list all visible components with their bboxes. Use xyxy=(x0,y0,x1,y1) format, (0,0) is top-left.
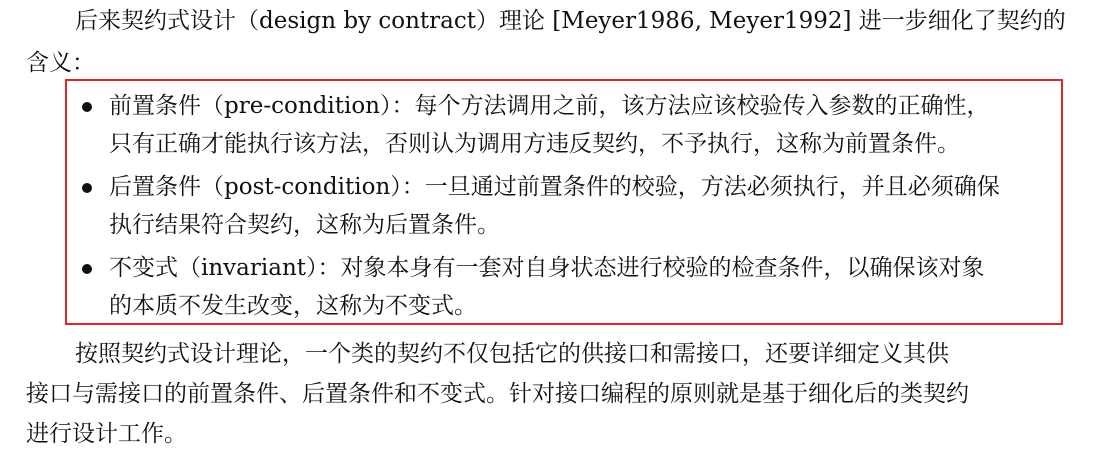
list-item-line-2: 执行结果符合契约，这称为后置条件。 xyxy=(109,212,500,238)
bullet-icon xyxy=(82,102,92,112)
paragraph2-line-1: 按照契约式设计理论，一个类的契约不仅包括它的供接口和需接口，还要详细定义其供 xyxy=(75,341,949,367)
list-item-line-2: 的本质不发生改变，这称为不变式。 xyxy=(109,293,477,319)
intro-line-1: 后来契约式设计（design by contract）理论 [Meyer1986, Meyer1992] 进一步细化了契约的 xyxy=(75,8,1066,34)
list-item-line-1: 后置条件（post-condition）：一旦通过前置条件的校验，方法必须执行，并且必须确保 xyxy=(109,174,1000,200)
intro-line-2: 含义： xyxy=(26,50,95,76)
list-item-line-1: 不变式（invariant）：对象本身有一套对自身状态进行校验的检查条件，以确保该对象 xyxy=(109,255,985,281)
paragraph2-line-2: 接口与需接口的前置条件、后置条件和不变式。针对接口编程的原则就是基于细化后的类契约 xyxy=(26,381,969,407)
highlight-box xyxy=(65,79,1063,325)
paragraph2-line-3: 进行设计工作。 xyxy=(26,421,187,447)
list-item-line-2: 只有正确才能执行该方法，否则认为调用方违反契约，不予执行，这称为前置条件。 xyxy=(109,131,960,157)
bullet-icon xyxy=(82,264,92,274)
list-item-line-1: 前置条件（pre-condition）：每个方法调用之前，该方法应该校验传入参数的正确性， xyxy=(109,93,990,119)
bullet-icon xyxy=(82,183,92,193)
